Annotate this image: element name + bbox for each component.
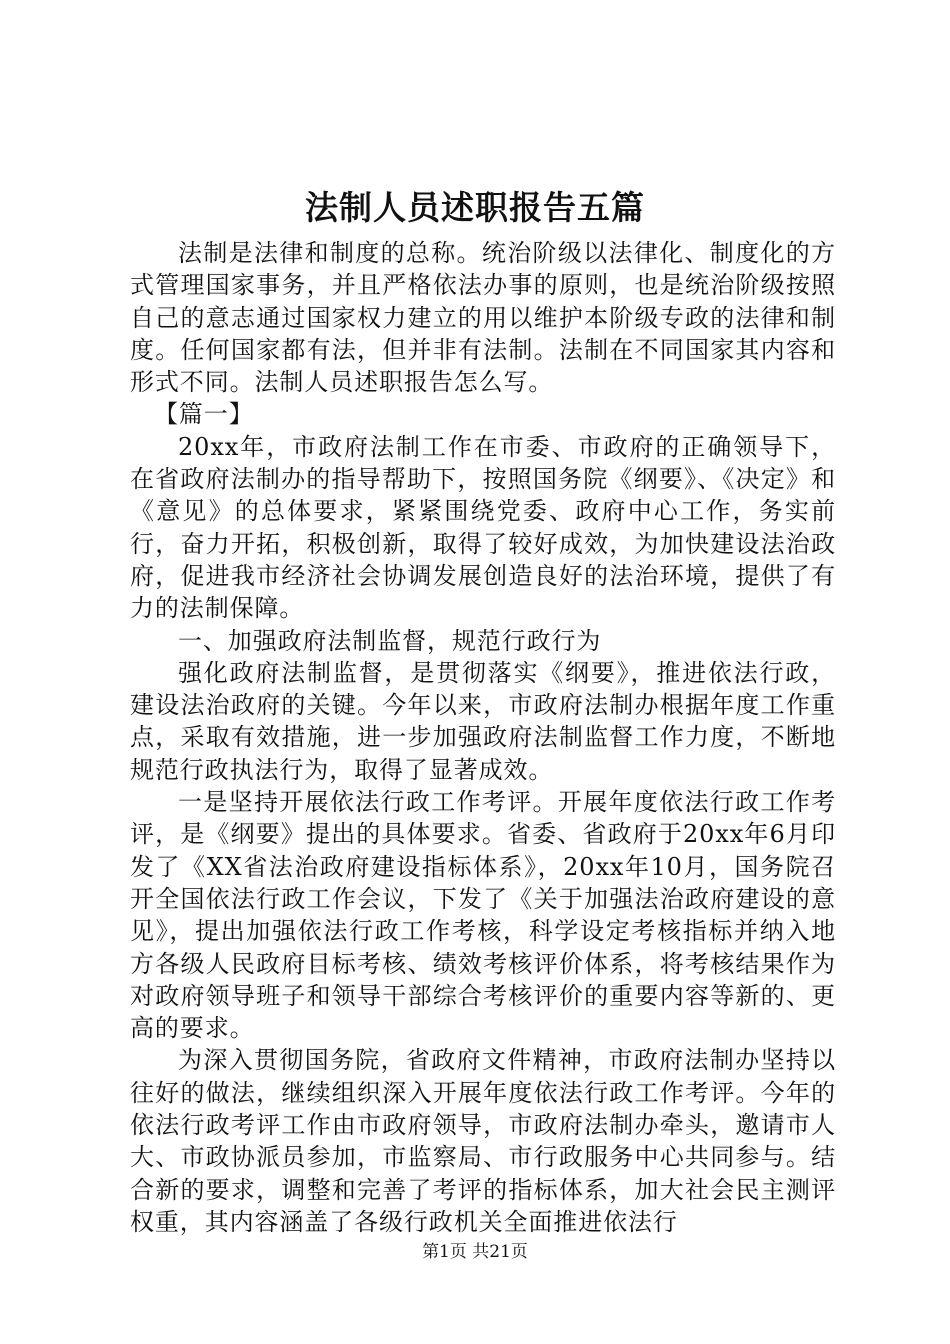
body-paragraph-supervision: 强化政府法制监督，是贯彻落实《纲要》，推进依法行政，建设法治政府的关键。今年以来，市政府法制办根据年度工作重点，采取有效措施，进一步加强政府法制监督工作力度，不断地规范行政执法行为，取得了显著成效。 [130,658,836,784]
body-paragraph-implementation: 为深入贯彻国务院，省政府文件精神，市政府法制办坚持以往好的做法，继续组织深入开展年度依法行政工作考评。今年的依法行政考评工作由市政府领导，市政府法制办牵头，邀请市人大、市政协派员参加，市监察局、市行政服务中心共同参与。结合新的要求，调整和完善了考评的指标体系，加大社会民主测评权重，其内容涵盖了各级行政机关全面推进依法行 [130,1046,836,1236]
body-paragraph-evaluation: 一是坚持开展依法行政工作考评。开展年度依法行政工作考评，是《纲要》提出的具体要求。省委、省政府于20xx年6月印发了《XX省法治政府建设指标体系》，20xx年10月，国务院召开全国依法行政工作会议，下发了《关于加强法治政府建设的意见》，提出加强依法行政工作考核，科学设定考核指标并纳入地方各级人民政府目标考核、绩效考核评价体系，将考核结果作为对政府领导班子和领导干部综合考核评价的重要内容等新的、更高的要求。 [130,788,836,1043]
intro-paragraph: 法制是法律和制度的总称。统治阶级以法律化、制度化的方式管理国家事务，并且严格依法办事的原则，也是统治阶级按照自己的意志通过国家权力建立的用以维护本阶级专政的法律和制度。任何国家都有法，但并非有法制。法制在不同国家其内容和形式不同。法制人员述职报告怎么写。 [130,239,836,397]
subsection-heading-supervision: 一、加强政府法制监督，规范行政行为 [178,626,602,655]
document-title: 法制人员述职报告五篇 [305,188,645,227]
page-number-footer: 第1页 共21页 [422,1242,528,1262]
body-paragraph-overview: 20xx年，市政府法制工作在市委、市政府的正确领导下，在省政府法制办的指导帮助下，按照国务院《纲要》、《决定》和《意见》的总体要求，紧紧围绕党委、政府中心工作，务实前行，奋力开拓，积极创新，取得了较好成效，为加快建设法治政府，促进我市经济社会协调发展创造良好的法治环境，提供了有力的法制保障。 [130,432,836,623]
section-heading-part-one: 【篇一】 [154,400,254,429]
document-body [130,237,836,1238]
